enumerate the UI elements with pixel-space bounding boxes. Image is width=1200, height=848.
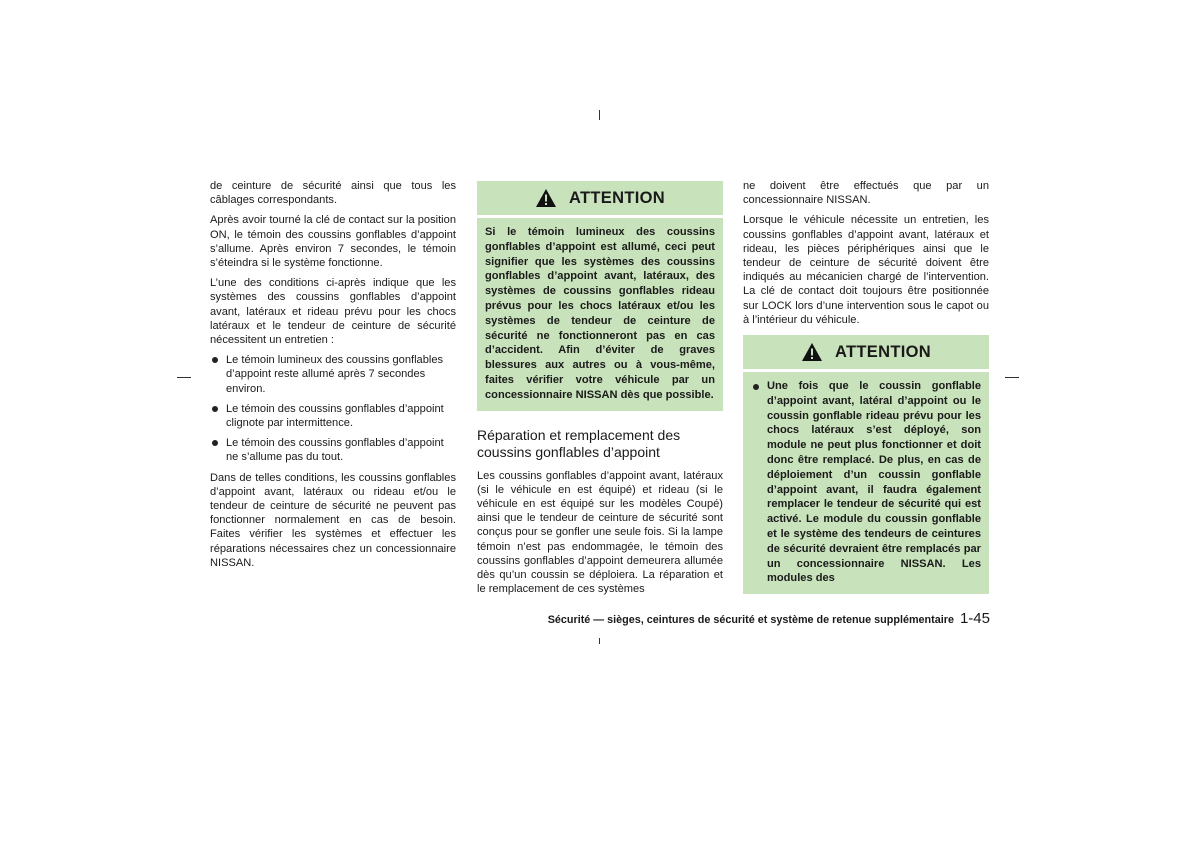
section-title: Sécurité — sièges, ceintures de sécurité et système de retenue supplémentaire: [547, 614, 954, 626]
warning-title: ATTENTION: [569, 188, 665, 207]
paragraph: Dans de telles conditions, les coussins gonflables d’appoint avant, latéraux ou rideau et/ou le tendeur de ceinture de sécurité ne peuvent pas fonctionner normalement en cas de besoin. Faites vérifier les systèmes et effectuer les réparations nécessaires chez un concessionnaire NISSAN.: [210, 471, 456, 569]
column-right: [743, 179, 989, 610]
list-item: Le témoin lumineux des coussins gonflables d’appoint reste allumé après 7 secondes environ.: [210, 353, 456, 396]
column-middle: [477, 179, 723, 602]
warning-triangle-icon: [535, 188, 557, 208]
paragraph: Les coussins gonflables d’appoint avant, latéraux (si le véhicule en est équipé) et rideau (si le véhicule en est équipé sur les modèles Coupé) ainsi que le tendeur de ceinture de sécurité sont conçus pour se gonfler une seule fois. Si la lampe témoin n’est pas endommagée, le témoin des coussins gonflables d’appoint demeurera allumée dès qu’un coussin se déploiera. La réparation et le remplacement de ces systèmes: [477, 469, 723, 596]
warning-text: Une fois que le coussin gonflable d’appoint avant, latéral d’appoint ou le coussin gonflable rideau prévu pour les chocs latéraux s’est déployé, son module ne peut plus fonctionner et doit donc être remplacé. De plus, en cas de déploiement d’un coussin gonflable d’appoint avant, il faudra également remplacer le tendeur de sécurité qui est activé. Le module du coussin gonflable et le système des tendeurs de ceintures de sécurité devraient être remplacés par un concessionnaire NISSAN. Les modules des: [743, 372, 989, 594]
list-item: Le témoin des coussins gonflables d’appoint ne s’allume pas du tout.: [210, 436, 456, 464]
crop-mark-right: [1005, 377, 1019, 378]
warning-header: [477, 181, 723, 218]
page-number: 1-45: [959, 610, 990, 627]
warning-triangle-icon: [801, 342, 823, 362]
section-heading: Réparation et remplacement des coussins gonflables d’appoint: [477, 426, 681, 460]
condition-list: [210, 353, 456, 464]
list-item: Le témoin des coussins gonflables d’appoint clignote par intermittence.: [210, 402, 456, 430]
paragraph: Lorsque le véhicule nécessite un entretien, les coussins gonflables d’appoint avant, latéraux et rideau, les pièces périphériques ainsi que le tendeur de ceinture de sécurité doivent être indiqués au mécanicien chargé de l’intervention. La clé de contact doit toujours être positionnée sur LOCK lors d’une intervention sous le capot ou à l’intérieur du véhicule.: [743, 214, 989, 326]
warning-box: [743, 335, 989, 594]
paragraph: Après avoir tourné la clé de contact sur la position ON, le témoin des coussins gonflables d’appoint s’allume. Après environ 7 secondes, le témoin s’éteindra si le système fonctionne.: [210, 214, 456, 270]
paragraph: ne doivent être effectués que par un concessionnaire NISSAN.: [743, 180, 989, 207]
crop-mark-bottom: [599, 638, 600, 644]
warning-text: Si le témoin lumineux des coussins gonflables d’appoint est allumé, ceci peut signifier que les systèmes des coussins gonflables d’appoint avant, latéraux, des systèmes de coussins gonflables rideau prévus pour les chocs latéraux et/ou les systèmes de tendeur de ceinture de sécurité ne fonctionneront pas en cas d’accident. Afin d’éviter de graves blessures aux autres ou à vous-même, faites vérifier votre véhicule par un concessionnaire NISSAN dès que possible.: [485, 226, 715, 401]
crop-mark-left: [177, 377, 191, 378]
crop-mark-top: [599, 110, 600, 120]
page-footer: [548, 610, 990, 627]
paragraph: de ceinture de sécurité ainsi que tous les câblages correspondants.: [210, 180, 456, 207]
warning-title: ATTENTION: [835, 342, 931, 361]
paragraph: L’une des conditions ci-après indique que les systèmes des coussins gonflables d’appoint avant, latéraux et rideau prévu pour les chocs latéraux et le tendeur de ceinture de sécurité nécessitent un entretien :: [210, 277, 456, 347]
column-left: [210, 179, 456, 576]
warning-box: [477, 181, 723, 411]
warning-header: [743, 335, 989, 372]
